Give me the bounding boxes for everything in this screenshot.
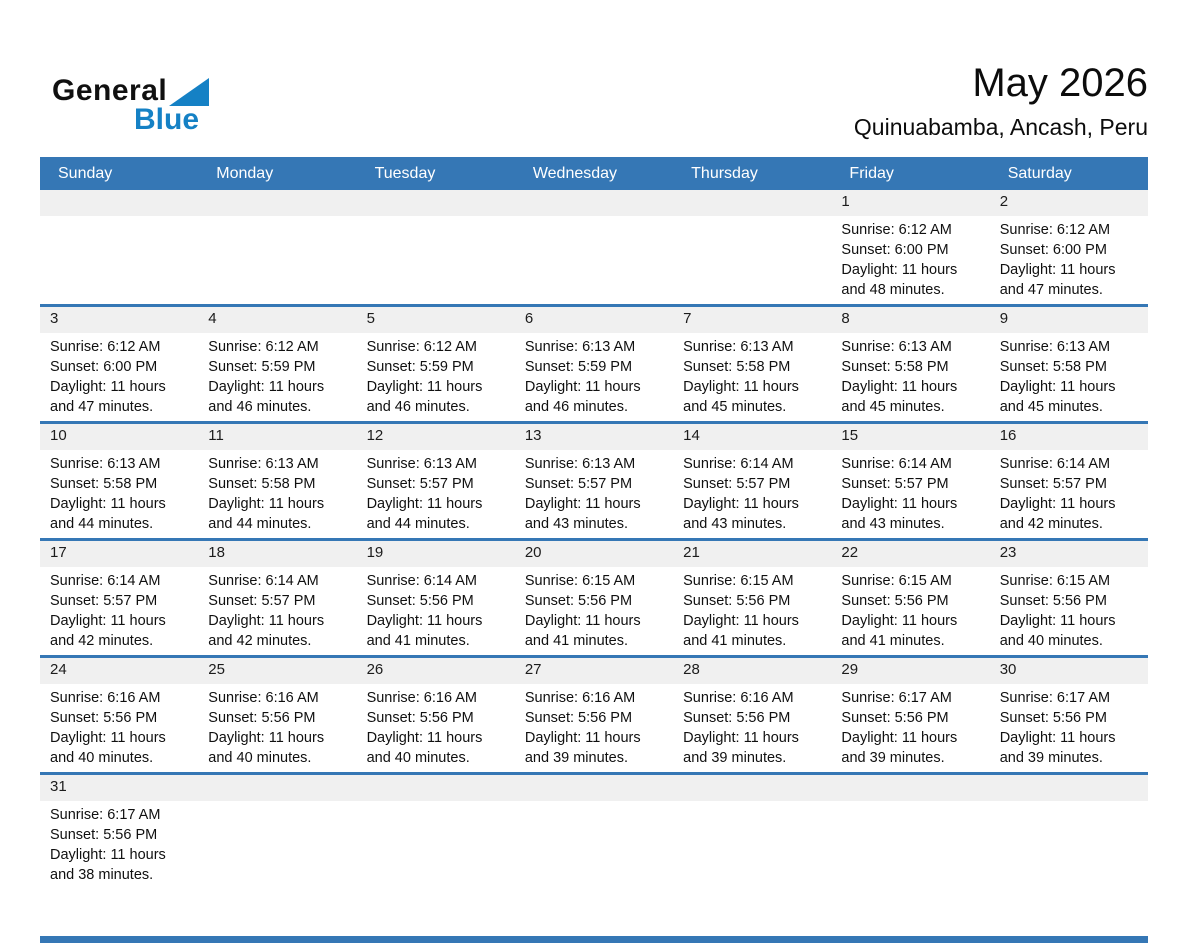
day-cell-empty — [198, 775, 356, 936]
sunset-text: Sunset: 5:58 PM — [999, 359, 1107, 375]
day-number-1: 1 — [831, 190, 989, 216]
sunset-text: Sunset: 6:00 PM — [999, 242, 1107, 258]
sunrise-text: Sunrise: 6:12 AM — [999, 222, 1111, 238]
day-number-empty — [515, 775, 673, 801]
daylight-text: Daylight: 11 hours and 43 minutes. — [683, 496, 799, 532]
day-number-4: 4 — [198, 307, 356, 333]
sunset-text: Sunset: 5:56 PM — [366, 710, 474, 726]
day-cell-empty — [673, 775, 831, 936]
day-details-29 — [831, 684, 989, 772]
day-number-15: 15 — [831, 424, 989, 450]
day-number-6: 6 — [515, 307, 673, 333]
weekday-label-saturday: Saturday — [1007, 164, 1072, 182]
day-details-11 — [198, 450, 356, 538]
day-cell-1 — [831, 190, 989, 304]
calendar-body — [40, 190, 1148, 943]
day-cell-empty — [673, 190, 831, 304]
week-row-5 — [40, 658, 1148, 775]
daylight-text: Daylight: 11 hours and 47 minutes. — [50, 379, 166, 415]
sunrise-text: Sunrise: 6:17 AM — [50, 807, 161, 823]
day-details-18 — [198, 567, 356, 655]
daylight-text: Daylight: 11 hours and 42 minutes. — [208, 613, 325, 649]
sunset-text: Sunset: 5:56 PM — [524, 593, 633, 609]
day-details-6 — [515, 333, 673, 421]
sunrise-text: Sunrise: 6:13 AM — [524, 339, 636, 355]
weekday-label-friday: Friday — [849, 164, 894, 182]
general-blue-logo — [52, 58, 209, 136]
sunrise-text: Sunrise: 6:15 AM — [524, 573, 636, 589]
day-details-27 — [515, 684, 673, 772]
sunrise-text: Sunrise: 6:17 AM — [999, 690, 1111, 706]
day-number-27: 27 — [515, 658, 673, 684]
day-details-10 — [40, 450, 198, 538]
day-cell-25 — [198, 658, 356, 772]
sunrise-text: Sunrise: 6:13 AM — [366, 456, 477, 472]
daylight-text: Daylight: 11 hours and 45 minutes. — [999, 379, 1116, 415]
week-row-3 — [40, 424, 1148, 541]
day-number-30: 30 — [990, 658, 1148, 684]
day-number-22: 22 — [831, 541, 989, 567]
day-details-9 — [990, 333, 1148, 421]
day-cell-22 — [831, 541, 989, 655]
sunrise-text: Sunrise: 6:15 AM — [683, 573, 794, 589]
day-number-11: 11 — [198, 424, 356, 450]
sunrise-text: Sunrise: 6:13 AM — [683, 339, 794, 355]
day-cell-23 — [990, 541, 1148, 655]
daylight-text: Daylight: 11 hours and 40 minutes. — [208, 730, 325, 766]
sunrise-text: Sunrise: 6:13 AM — [999, 339, 1111, 355]
logo-top-row — [52, 76, 209, 106]
sunset-text: Sunset: 5:57 PM — [208, 593, 316, 609]
daylight-text: Daylight: 11 hours and 41 minutes. — [366, 613, 483, 649]
day-cell-20 — [515, 541, 673, 655]
day-number-empty — [198, 190, 356, 216]
page-subtitle: Quinuabamba, Ancash, Peru — [853, 114, 1148, 140]
day-details-22 — [831, 567, 989, 655]
day-number-empty — [515, 190, 673, 216]
page-header — [0, 0, 1188, 157]
daylight-text: Daylight: 11 hours and 44 minutes. — [208, 496, 325, 532]
sunrise-text: Sunrise: 6:16 AM — [683, 690, 794, 706]
sunset-text: Sunset: 5:56 PM — [841, 710, 949, 726]
day-details-19 — [357, 567, 515, 655]
week-row-2 — [40, 307, 1148, 424]
weekday-label-wednesday: Wednesday — [532, 164, 618, 182]
day-details-20 — [515, 567, 673, 655]
sunrise-text: Sunrise: 6:14 AM — [841, 456, 952, 472]
day-details-21 — [673, 567, 831, 655]
day-number-7: 7 — [673, 307, 831, 333]
daylight-text: Daylight: 11 hours and 43 minutes. — [524, 496, 641, 532]
daylight-text: Daylight: 11 hours and 39 minutes. — [999, 730, 1116, 766]
sunrise-text: Sunrise: 6:12 AM — [208, 339, 319, 355]
daylight-text: Daylight: 11 hours and 47 minutes. — [999, 262, 1116, 298]
daylight-text: Daylight: 11 hours and 41 minutes. — [524, 613, 641, 649]
sunrise-text: Sunrise: 6:14 AM — [208, 573, 319, 589]
day-number-14: 14 — [673, 424, 831, 450]
day-details-31 — [40, 801, 198, 889]
day-number-9: 9 — [990, 307, 1148, 333]
day-details-14 — [673, 450, 831, 538]
day-cell-27 — [515, 658, 673, 772]
sunset-text: Sunset: 6:00 PM — [841, 242, 949, 258]
sunrise-text: Sunrise: 6:12 AM — [50, 339, 161, 355]
day-number-28: 28 — [673, 658, 831, 684]
sunset-text: Sunset: 5:59 PM — [524, 359, 633, 375]
weekday-label-sunday: Sunday — [58, 164, 113, 182]
daylight-text: Daylight: 11 hours and 40 minutes. — [50, 730, 166, 766]
daylight-text: Daylight: 11 hours and 44 minutes. — [50, 496, 166, 532]
sunset-text: Sunset: 5:59 PM — [208, 359, 316, 375]
day-cell-empty — [515, 775, 673, 936]
day-number-19: 19 — [357, 541, 515, 567]
day-cell-10 — [40, 424, 198, 538]
day-cell-14 — [673, 424, 831, 538]
day-number-31: 31 — [40, 775, 198, 801]
day-details-23 — [990, 567, 1148, 655]
sunset-text: Sunset: 5:56 PM — [683, 710, 791, 726]
day-cell-11 — [198, 424, 356, 538]
day-details-16 — [990, 450, 1148, 538]
day-details-1 — [831, 216, 989, 304]
week-row-1 — [40, 190, 1148, 307]
sunset-text: Sunset: 5:56 PM — [208, 710, 316, 726]
daylight-text: Daylight: 11 hours and 45 minutes. — [841, 379, 958, 415]
sunset-text: Sunset: 5:57 PM — [999, 476, 1107, 492]
daylight-text: Daylight: 11 hours and 46 minutes. — [366, 379, 483, 415]
daylight-text: Daylight: 11 hours and 46 minutes. — [524, 379, 641, 415]
daylight-text: Daylight: 11 hours and 39 minutes. — [683, 730, 799, 766]
day-number-23: 23 — [990, 541, 1148, 567]
day-details-2 — [990, 216, 1148, 304]
day-cell-15 — [831, 424, 989, 538]
day-cell-empty — [40, 190, 198, 304]
calendar-table — [40, 157, 1148, 943]
page-title: May 2026 — [972, 61, 1148, 105]
day-details-24 — [40, 684, 198, 772]
day-number-20: 20 — [515, 541, 673, 567]
sunrise-text: Sunrise: 6:12 AM — [841, 222, 952, 238]
day-number-24: 24 — [40, 658, 198, 684]
sunrise-text: Sunrise: 6:14 AM — [683, 456, 794, 472]
day-number-empty — [673, 190, 831, 216]
day-number-10: 10 — [40, 424, 198, 450]
day-cell-empty — [357, 775, 515, 936]
sunset-text: Sunset: 5:56 PM — [50, 710, 158, 726]
sunset-text: Sunset: 5:59 PM — [366, 359, 474, 375]
day-details-13 — [515, 450, 673, 538]
day-number-17: 17 — [40, 541, 198, 567]
day-cell-28 — [673, 658, 831, 772]
sunrise-text: Sunrise: 6:13 AM — [208, 456, 319, 472]
day-details-28 — [673, 684, 831, 772]
day-number-21: 21 — [673, 541, 831, 567]
sunset-text: Sunset: 5:56 PM — [50, 827, 158, 843]
day-cell-29 — [831, 658, 989, 772]
sunset-text: Sunset: 5:56 PM — [366, 593, 474, 609]
sunrise-text: Sunrise: 6:13 AM — [841, 339, 952, 355]
day-cell-2 — [990, 190, 1148, 304]
day-number-empty — [198, 775, 356, 801]
day-details-5 — [357, 333, 515, 421]
daylight-text: Daylight: 11 hours and 45 minutes. — [683, 379, 799, 415]
daylight-text: Daylight: 11 hours and 46 minutes. — [208, 379, 325, 415]
sunrise-text: Sunrise: 6:17 AM — [841, 690, 952, 706]
day-details-25 — [198, 684, 356, 772]
day-cell-9 — [990, 307, 1148, 421]
daylight-text: Daylight: 11 hours and 48 minutes. — [841, 262, 958, 298]
day-cell-24 — [40, 658, 198, 772]
day-details-4 — [198, 333, 356, 421]
daylight-text: Daylight: 11 hours and 42 minutes. — [999, 496, 1116, 532]
sunrise-text: Sunrise: 6:15 AM — [841, 573, 952, 589]
day-cell-empty — [515, 190, 673, 304]
day-number-empty — [831, 775, 989, 801]
day-number-empty — [357, 190, 515, 216]
daylight-text: Daylight: 11 hours and 44 minutes. — [366, 496, 483, 532]
daylight-text: Daylight: 11 hours and 39 minutes. — [841, 730, 958, 766]
day-cell-21 — [673, 541, 831, 655]
sunrise-text: Sunrise: 6:15 AM — [999, 573, 1111, 589]
logo-text-blue: Blue — [134, 103, 200, 136]
day-number-2: 2 — [990, 190, 1148, 216]
sunset-text: Sunset: 5:57 PM — [524, 476, 633, 492]
sunset-text: Sunset: 5:57 PM — [683, 476, 791, 492]
day-cell-31 — [40, 775, 198, 936]
sunset-text: Sunset: 5:56 PM — [524, 710, 633, 726]
day-number-26: 26 — [357, 658, 515, 684]
daylight-text: Daylight: 11 hours and 41 minutes. — [683, 613, 799, 649]
day-details-7 — [673, 333, 831, 421]
sunset-text: Sunset: 5:56 PM — [683, 593, 791, 609]
sunrise-text: Sunrise: 6:13 AM — [50, 456, 161, 472]
sunrise-text: Sunrise: 6:14 AM — [50, 573, 161, 589]
day-details-17 — [40, 567, 198, 655]
day-details-26 — [357, 684, 515, 772]
day-cell-empty — [198, 190, 356, 304]
day-cell-30 — [990, 658, 1148, 772]
day-details-3 — [40, 333, 198, 421]
day-details-15 — [831, 450, 989, 538]
day-cell-16 — [990, 424, 1148, 538]
day-cell-4 — [198, 307, 356, 421]
day-number-13: 13 — [515, 424, 673, 450]
day-number-29: 29 — [831, 658, 989, 684]
weekday-label-tuesday: Tuesday — [374, 164, 436, 182]
day-cell-6 — [515, 307, 673, 421]
daylight-text: Daylight: 11 hours and 43 minutes. — [841, 496, 958, 532]
daylight-text: Daylight: 11 hours and 42 minutes. — [50, 613, 166, 649]
sunset-text: Sunset: 5:58 PM — [50, 476, 158, 492]
sunrise-text: Sunrise: 6:13 AM — [524, 456, 636, 472]
day-cell-empty — [357, 190, 515, 304]
title-block — [854, 58, 1148, 141]
day-details-30 — [990, 684, 1148, 772]
daylight-text: Daylight: 11 hours and 40 minutes. — [999, 613, 1116, 649]
day-number-empty — [40, 190, 198, 216]
day-details-8 — [831, 333, 989, 421]
weekday-label-thursday: Thursday — [691, 164, 758, 182]
daylight-text: Daylight: 11 hours and 38 minutes. — [50, 847, 166, 883]
sunrise-text: Sunrise: 6:12 AM — [366, 339, 477, 355]
sunset-text: Sunset: 5:56 PM — [999, 593, 1107, 609]
logo-text-general: General — [52, 74, 168, 107]
sunset-text: Sunset: 5:57 PM — [366, 476, 474, 492]
day-cell-19 — [357, 541, 515, 655]
weekday-header-row — [40, 157, 1148, 190]
sunrise-text: Sunrise: 6:14 AM — [999, 456, 1111, 472]
week-row-4 — [40, 541, 1148, 658]
sunrise-text: Sunrise: 6:16 AM — [208, 690, 319, 706]
day-number-empty — [990, 775, 1148, 801]
sunset-text: Sunset: 6:00 PM — [50, 359, 158, 375]
day-cell-8 — [831, 307, 989, 421]
day-cell-12 — [357, 424, 515, 538]
day-details-12 — [357, 450, 515, 538]
day-number-8: 8 — [831, 307, 989, 333]
day-cell-17 — [40, 541, 198, 655]
logo-triangle-icon — [169, 78, 209, 106]
sunrise-text: Sunrise: 6:16 AM — [524, 690, 636, 706]
daylight-text: Daylight: 11 hours and 39 minutes. — [524, 730, 641, 766]
day-cell-empty — [831, 775, 989, 936]
sunrise-text: Sunrise: 6:16 AM — [366, 690, 477, 706]
daylight-text: Daylight: 11 hours and 40 minutes. — [366, 730, 483, 766]
day-cell-3 — [40, 307, 198, 421]
day-cell-5 — [357, 307, 515, 421]
day-cell-7 — [673, 307, 831, 421]
sunset-text: Sunset: 5:58 PM — [683, 359, 791, 375]
day-number-12: 12 — [357, 424, 515, 450]
day-cell-26 — [357, 658, 515, 772]
day-number-25: 25 — [198, 658, 356, 684]
day-number-empty — [673, 775, 831, 801]
day-cell-13 — [515, 424, 673, 538]
weekday-label-monday: Monday — [216, 164, 274, 182]
day-number-5: 5 — [357, 307, 515, 333]
sunset-text: Sunset: 5:56 PM — [841, 593, 949, 609]
sunset-text: Sunset: 5:58 PM — [841, 359, 949, 375]
sunset-text: Sunset: 5:57 PM — [50, 593, 158, 609]
day-cell-18 — [198, 541, 356, 655]
day-cell-empty — [990, 775, 1148, 936]
sunrise-text: Sunrise: 6:14 AM — [366, 573, 477, 589]
day-number-16: 16 — [990, 424, 1148, 450]
sunset-text: Sunset: 5:56 PM — [999, 710, 1107, 726]
sunset-text: Sunset: 5:57 PM — [841, 476, 949, 492]
day-number-empty — [357, 775, 515, 801]
sunrise-text: Sunrise: 6:16 AM — [50, 690, 161, 706]
sunset-text: Sunset: 5:58 PM — [208, 476, 316, 492]
day-number-3: 3 — [40, 307, 198, 333]
daylight-text: Daylight: 11 hours and 41 minutes. — [841, 613, 958, 649]
day-number-18: 18 — [198, 541, 356, 567]
